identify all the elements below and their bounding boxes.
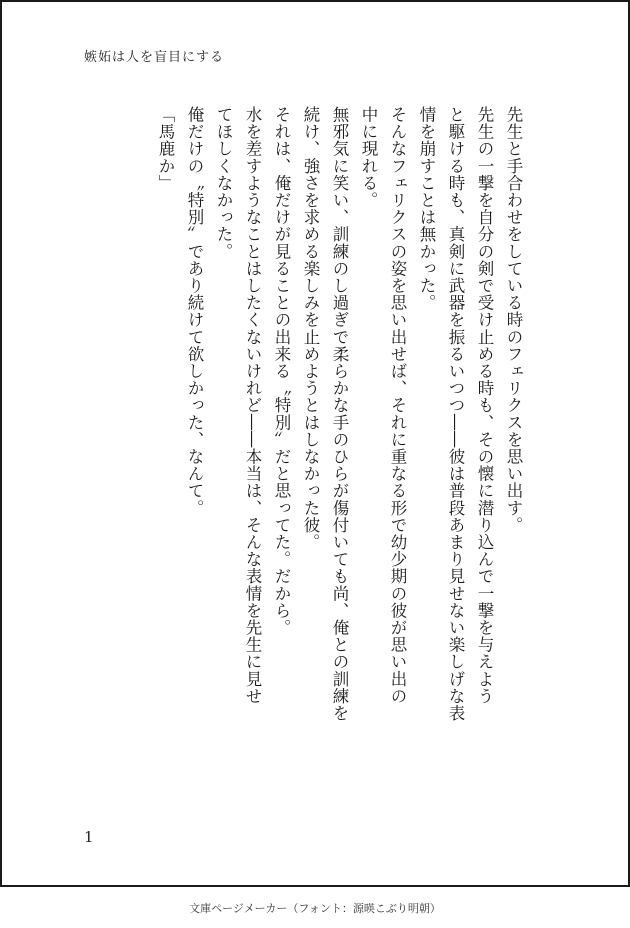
text-line: 先生の一撃を自分の剣で受け止める時も、その懐に潜り込んで一撃を与えよう [475,106,494,705]
text-line: 先生と手合わせをしている時のフェリクスを思い出す。 [504,106,523,534]
text-line: 水を差すようなことはしたくないけれど――本当は、そんな表情を先生に見せ [243,106,262,705]
text-line: 無邪気に笑い、訓練のし過ぎで柔らかな手のひらが傷付いても尚、俺との訓練を [330,106,349,722]
text-line: 情を崩すことは無かった。 [417,106,436,312]
text-line: と駆ける時も、真剣に武器を振るいつつ――彼は普段あまり見せない楽しげな表 [446,106,465,722]
vertical-body-text [151,106,528,806]
running-title: 嫉妬は人を盲目にする [84,50,225,65]
text-line: そんなフェリクスの姿を思い出せば、それに重なる形で幼少期の彼が思い出の [388,106,407,705]
text-line: 続け、強さを求める楽しみを止めようとはしなかった彼。 [301,106,320,551]
text-line: それは、俺だけが見ることの出来る〝特別〟だと思ってた。だから。 [272,106,291,637]
text-line: 俺だけの〝特別〟であり続けて欲しかった、なんて。 [185,106,204,517]
page-number: 1 [84,828,94,846]
text-line: 中に現れる。 [359,106,378,209]
text-line: てほしくなかった。 [214,106,233,260]
footer-credit: 文庫ページメーカー（フォント：源暎こぶり明朝） [189,902,441,915]
dialogue-line: 「馬鹿か」 [156,106,175,192]
